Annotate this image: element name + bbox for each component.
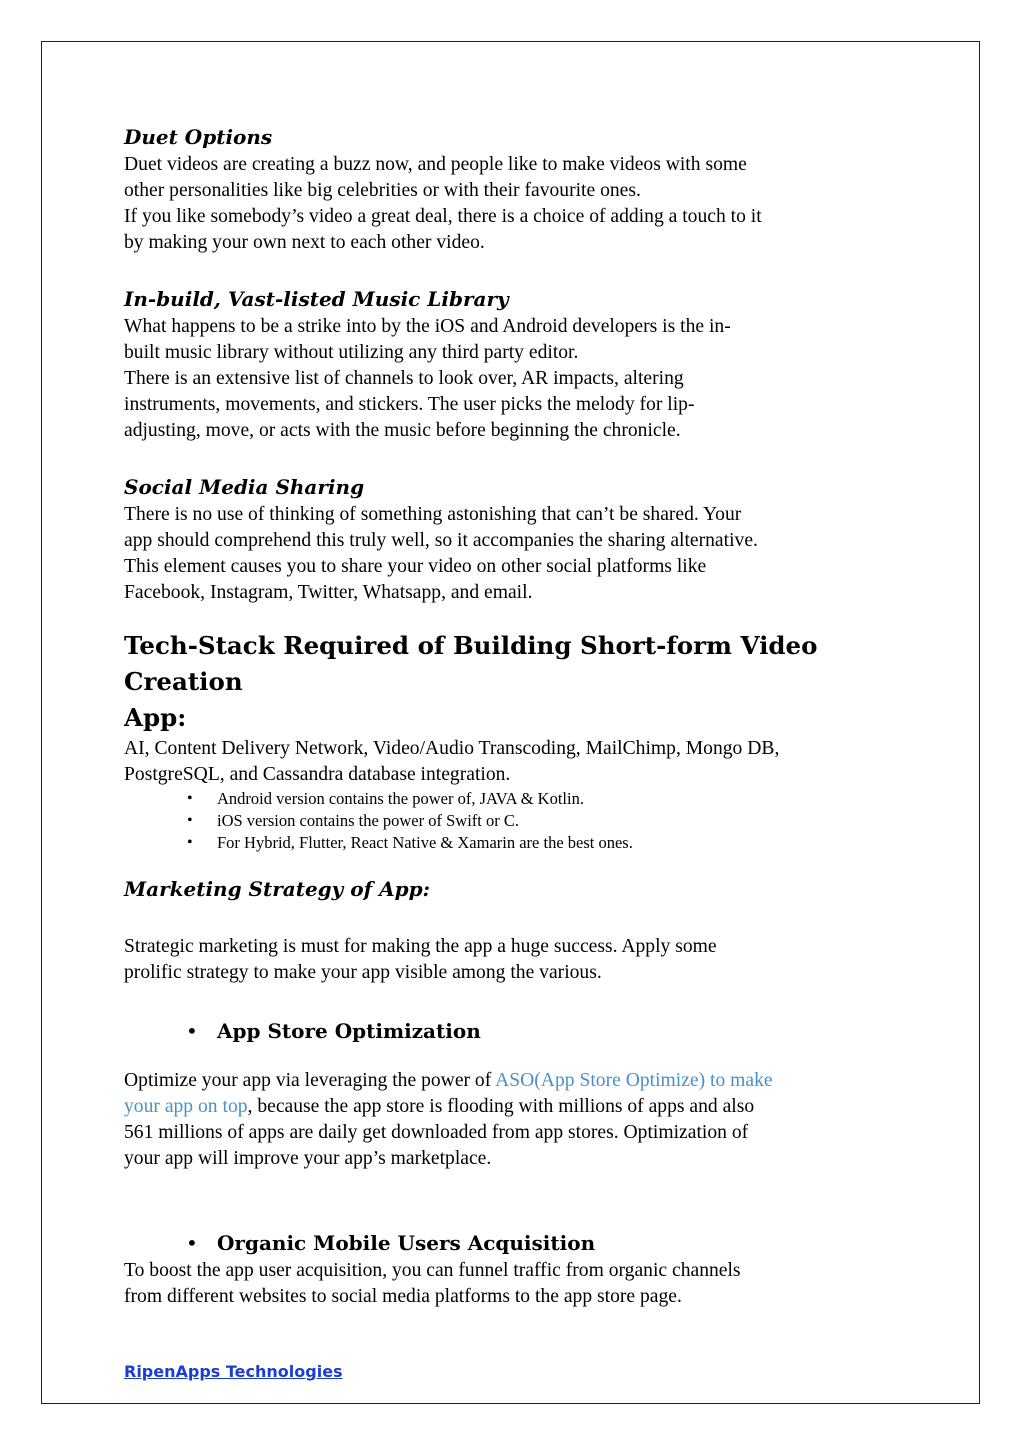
bullet-icon: •	[186, 1231, 198, 1255]
heading-line: App:	[124, 703, 187, 732]
paragraph-line: your app will improve your app’s marketplace.	[124, 1148, 492, 1169]
paragraph-line: If you like somebody’s video a great deal, there is a choice of adding a touch to it	[124, 206, 762, 227]
tech-stack-list	[124, 788, 904, 854]
section-heading-social-sharing: Social Media Sharing	[124, 475, 365, 499]
paragraph-line: Facebook, Instagram, Twitter, Whatsapp, and email.	[124, 582, 533, 603]
aso-link-part2[interactable]: your app on top	[124, 1096, 248, 1117]
section-body-music-library	[124, 314, 904, 444]
section-body-duet	[124, 152, 904, 256]
paragraph-line: What happens to be a strike into by the iOS and Android developers is the in-	[124, 316, 731, 337]
heading-line: Tech-Stack Required of Building Short-form Video Creation	[124, 631, 818, 696]
section-heading-music-library: In-build, Vast-listed Music Library	[124, 287, 509, 311]
paragraph-line: AI, Content Delivery Network, Video/Audio Transcoding, MailChimp, Mongo DB,	[124, 738, 780, 759]
bullet-heading-organic	[124, 1228, 904, 1258]
section-body-marketing	[124, 934, 904, 986]
document-body	[124, 122, 904, 1310]
section-body-tech-stack	[124, 736, 904, 854]
section-body-organic	[124, 1258, 904, 1310]
aso-link-part1[interactable]: ASO(App Store Optimize) to make	[495, 1070, 773, 1091]
list-item: • iOS version contains the power of Swift or C.	[124, 810, 904, 832]
section-heading-tech-stack	[124, 628, 904, 736]
bullet-heading-aso	[124, 1016, 904, 1046]
paragraph-line: Duet videos are creating a buzz now, and people like to make videos with some	[124, 154, 747, 175]
paragraph-line: This element causes you to share your video on other social platforms like	[124, 556, 707, 577]
paragraph-line: There is an extensive list of channels to look over, AR impacts, altering	[124, 368, 684, 389]
list-item: • For Hybrid, Flutter, React Native & Xamarin are the best ones.	[124, 832, 904, 854]
bullet-icon: •	[186, 1019, 198, 1043]
paragraph-line: 561 millions of apps are daily get downloaded from app stores. Optimization of	[124, 1122, 749, 1143]
section-body-aso	[124, 1068, 904, 1172]
paragraph-line: built music library without utilizing any third party editor.	[124, 342, 579, 363]
bullet-heading-label: App Store Optimization	[217, 1019, 481, 1043]
paragraph-line: There is no use of thinking of something astonishing that can’t be shared. Your	[124, 504, 742, 525]
section-heading-marketing: Marketing Strategy of App:	[124, 877, 431, 901]
paragraph-line	[124, 1094, 904, 1120]
paragraph-line: Strategic marketing is must for making the app a huge success. Apply some	[124, 936, 717, 957]
list-item: • Android version contains the power of, JAVA & Kotlin.	[124, 788, 904, 810]
paragraph-line: from different websites to social media platforms to the app store page.	[124, 1286, 682, 1307]
bullet-heading-label: Organic Mobile Users Acquisition	[217, 1231, 596, 1255]
paragraph-line: instruments, movements, and stickers. The user picks the melody for lip-	[124, 394, 695, 415]
paragraph-line: app should comprehend this truly well, so it accompanies the sharing alternative.	[124, 530, 758, 551]
section-heading-duet: Duet Options	[124, 125, 273, 149]
footer-company-link[interactable]: RipenApps Technologies	[124, 1362, 343, 1381]
paragraph-line: PostgreSQL, and Cassandra database integration.	[124, 764, 511, 785]
paragraph-line: by making your own next to each other video.	[124, 232, 485, 253]
text-run: Optimize your app via leveraging the power of	[124, 1070, 496, 1091]
paragraph-line	[124, 1068, 904, 1094]
paragraph-line: prolific strategy to make your app visible among the various.	[124, 962, 602, 983]
text-run: , because the app store is flooding with millions of apps and also	[247, 1096, 755, 1117]
section-body-social-sharing	[124, 502, 904, 606]
paragraph-line: To boost the app user acquisition, you can funnel traffic from organic channels	[124, 1260, 741, 1281]
paragraph-line: other personalities like big celebrities or with their favourite ones.	[124, 180, 641, 201]
paragraph-line: adjusting, move, or acts with the music before beginning the chronicle.	[124, 420, 681, 441]
